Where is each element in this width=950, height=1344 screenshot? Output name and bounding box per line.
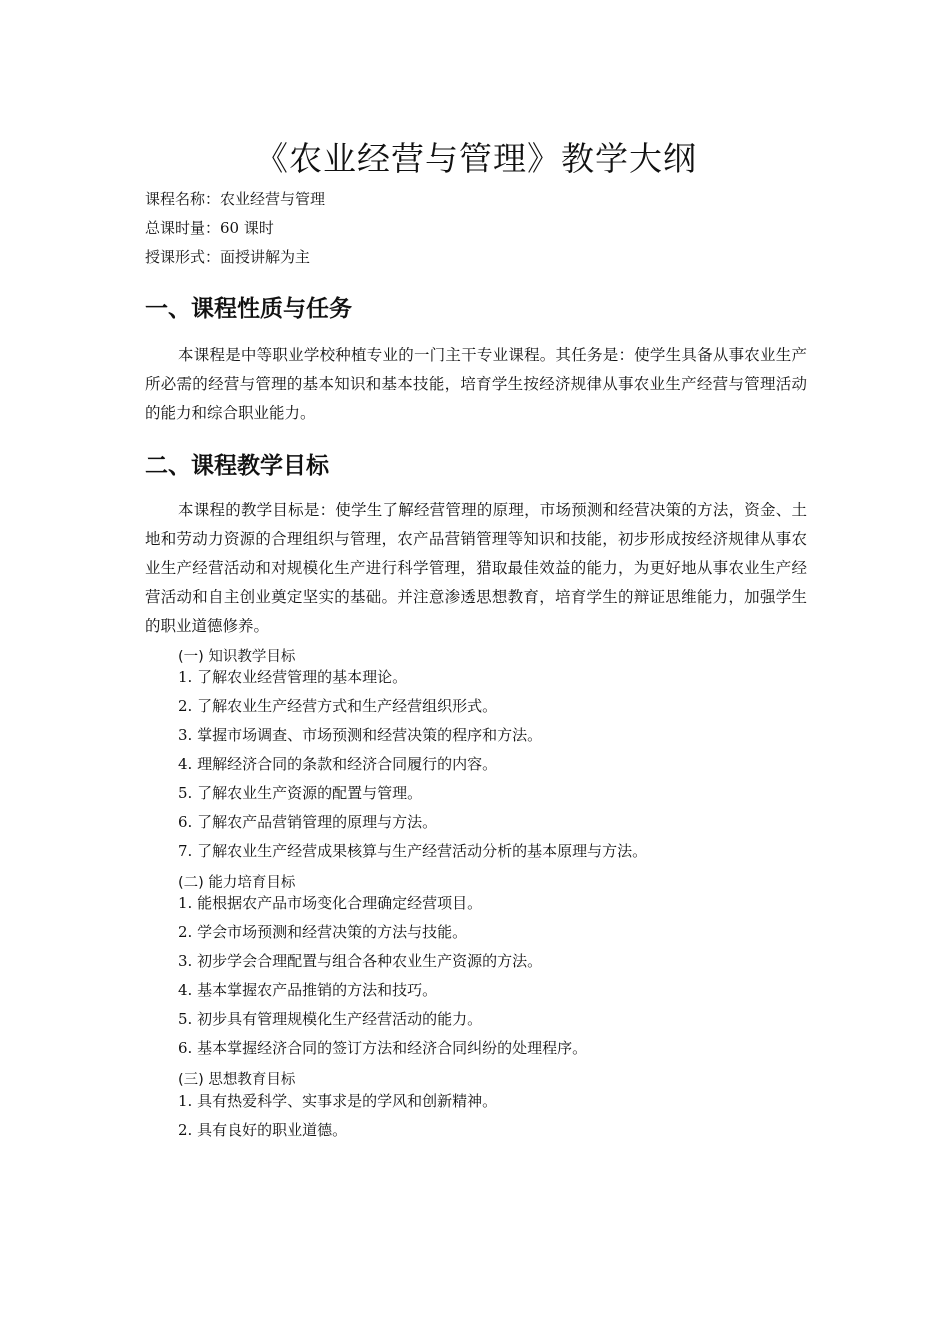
list-item: 1. 能根据农产品市场变化合理确定经营项目。 (178, 894, 483, 912)
list-item: 1. 了解农业经营管理的基本理论。 (178, 668, 408, 686)
knowledge-goals-list (178, 663, 647, 866)
course-meta (145, 185, 325, 272)
course-name-line: 课程名称：农业经营与管理 (145, 190, 326, 208)
list-item: 5. 了解农业生产资源的配置与管理。 (178, 784, 423, 802)
course-format-line: 授课形式：面授讲解为主 (145, 248, 311, 266)
ability-goals-heading: (二) 能力培育目标 (178, 875, 296, 891)
list-item: 4. 理解经济合同的条款和经济合同履行的内容。 (178, 755, 498, 773)
list-item: 2. 学会市场预测和经营决策的方法与技能。 (178, 923, 468, 941)
list-item: 2. 了解农业生产经营方式和生产经营组织形式。 (178, 697, 498, 715)
list-item: 6. 了解农产品营销管理的原理与方法。 (178, 813, 438, 831)
ideology-goals-heading: (三) 思想教育目标 (178, 1072, 296, 1088)
list-item: 7. 了解农业生产经营成果核算与生产经营活动分析的基本原理与方法。 (178, 842, 648, 860)
list-item: 3. 初步学会合理配置与组合各种农业生产资源的方法。 (178, 952, 543, 970)
section1-paragraph: 本课程是中等职业学校种植专业的一门主干专业课程。其任务是：使学生具备从事农业生产所必需的经营与管理的基本知识和基本技能，培育学生按经济规律从事农业生产经营与管理活动的能力和综合职业能力。 (145, 346, 807, 422)
list-item: 5. 初步具有管理规模化生产经营活动的能力。 (178, 1010, 483, 1028)
knowledge-goals-heading: (一) 知识教学目标 (178, 649, 296, 665)
list-item: 6. 基本掌握经济合同的签订方法和经济合同纠纷的处理程序。 (178, 1039, 588, 1057)
document-title: 《农业经营与管理》教学大纲 (255, 139, 697, 178)
course-hours-line: 总课时量：60 课时 (145, 219, 274, 237)
list-item: 3. 掌握市场调查、市场预测和经营决策的程序和方法。 (178, 726, 543, 744)
section1-heading: 一、课程性质与任务 (145, 296, 352, 322)
list-item: 2. 具有良好的职业道德。 (178, 1121, 348, 1139)
section2-paragraph: 本课程的教学目标是：使学生了解经营管理的原理，市场预测和经营决策的方法，资金、土地和劳动力资源的合理组织与管理，农产品营销管理等知识和技能，初步形成按经济规律从事农业生产经营活动和对规模化生产进行科学管理，猎取最佳效益的能力，为更好地从事农业生产经营活动和自主创业奠定坚实的基础。并注意渗透思想教育，培育学生的辩证思维能力，加强学生的职业道德修养。 (145, 501, 807, 635)
ideology-goals-list (178, 1087, 497, 1145)
list-item: 1. 具有热爱科学、实事求是的学风和创新精神。 (178, 1092, 498, 1110)
section2-heading: 二、课程教学目标 (145, 453, 329, 479)
list-item: 4. 基本掌握农产品推销的方法和技巧。 (178, 981, 438, 999)
ability-goals-list (178, 889, 587, 1063)
